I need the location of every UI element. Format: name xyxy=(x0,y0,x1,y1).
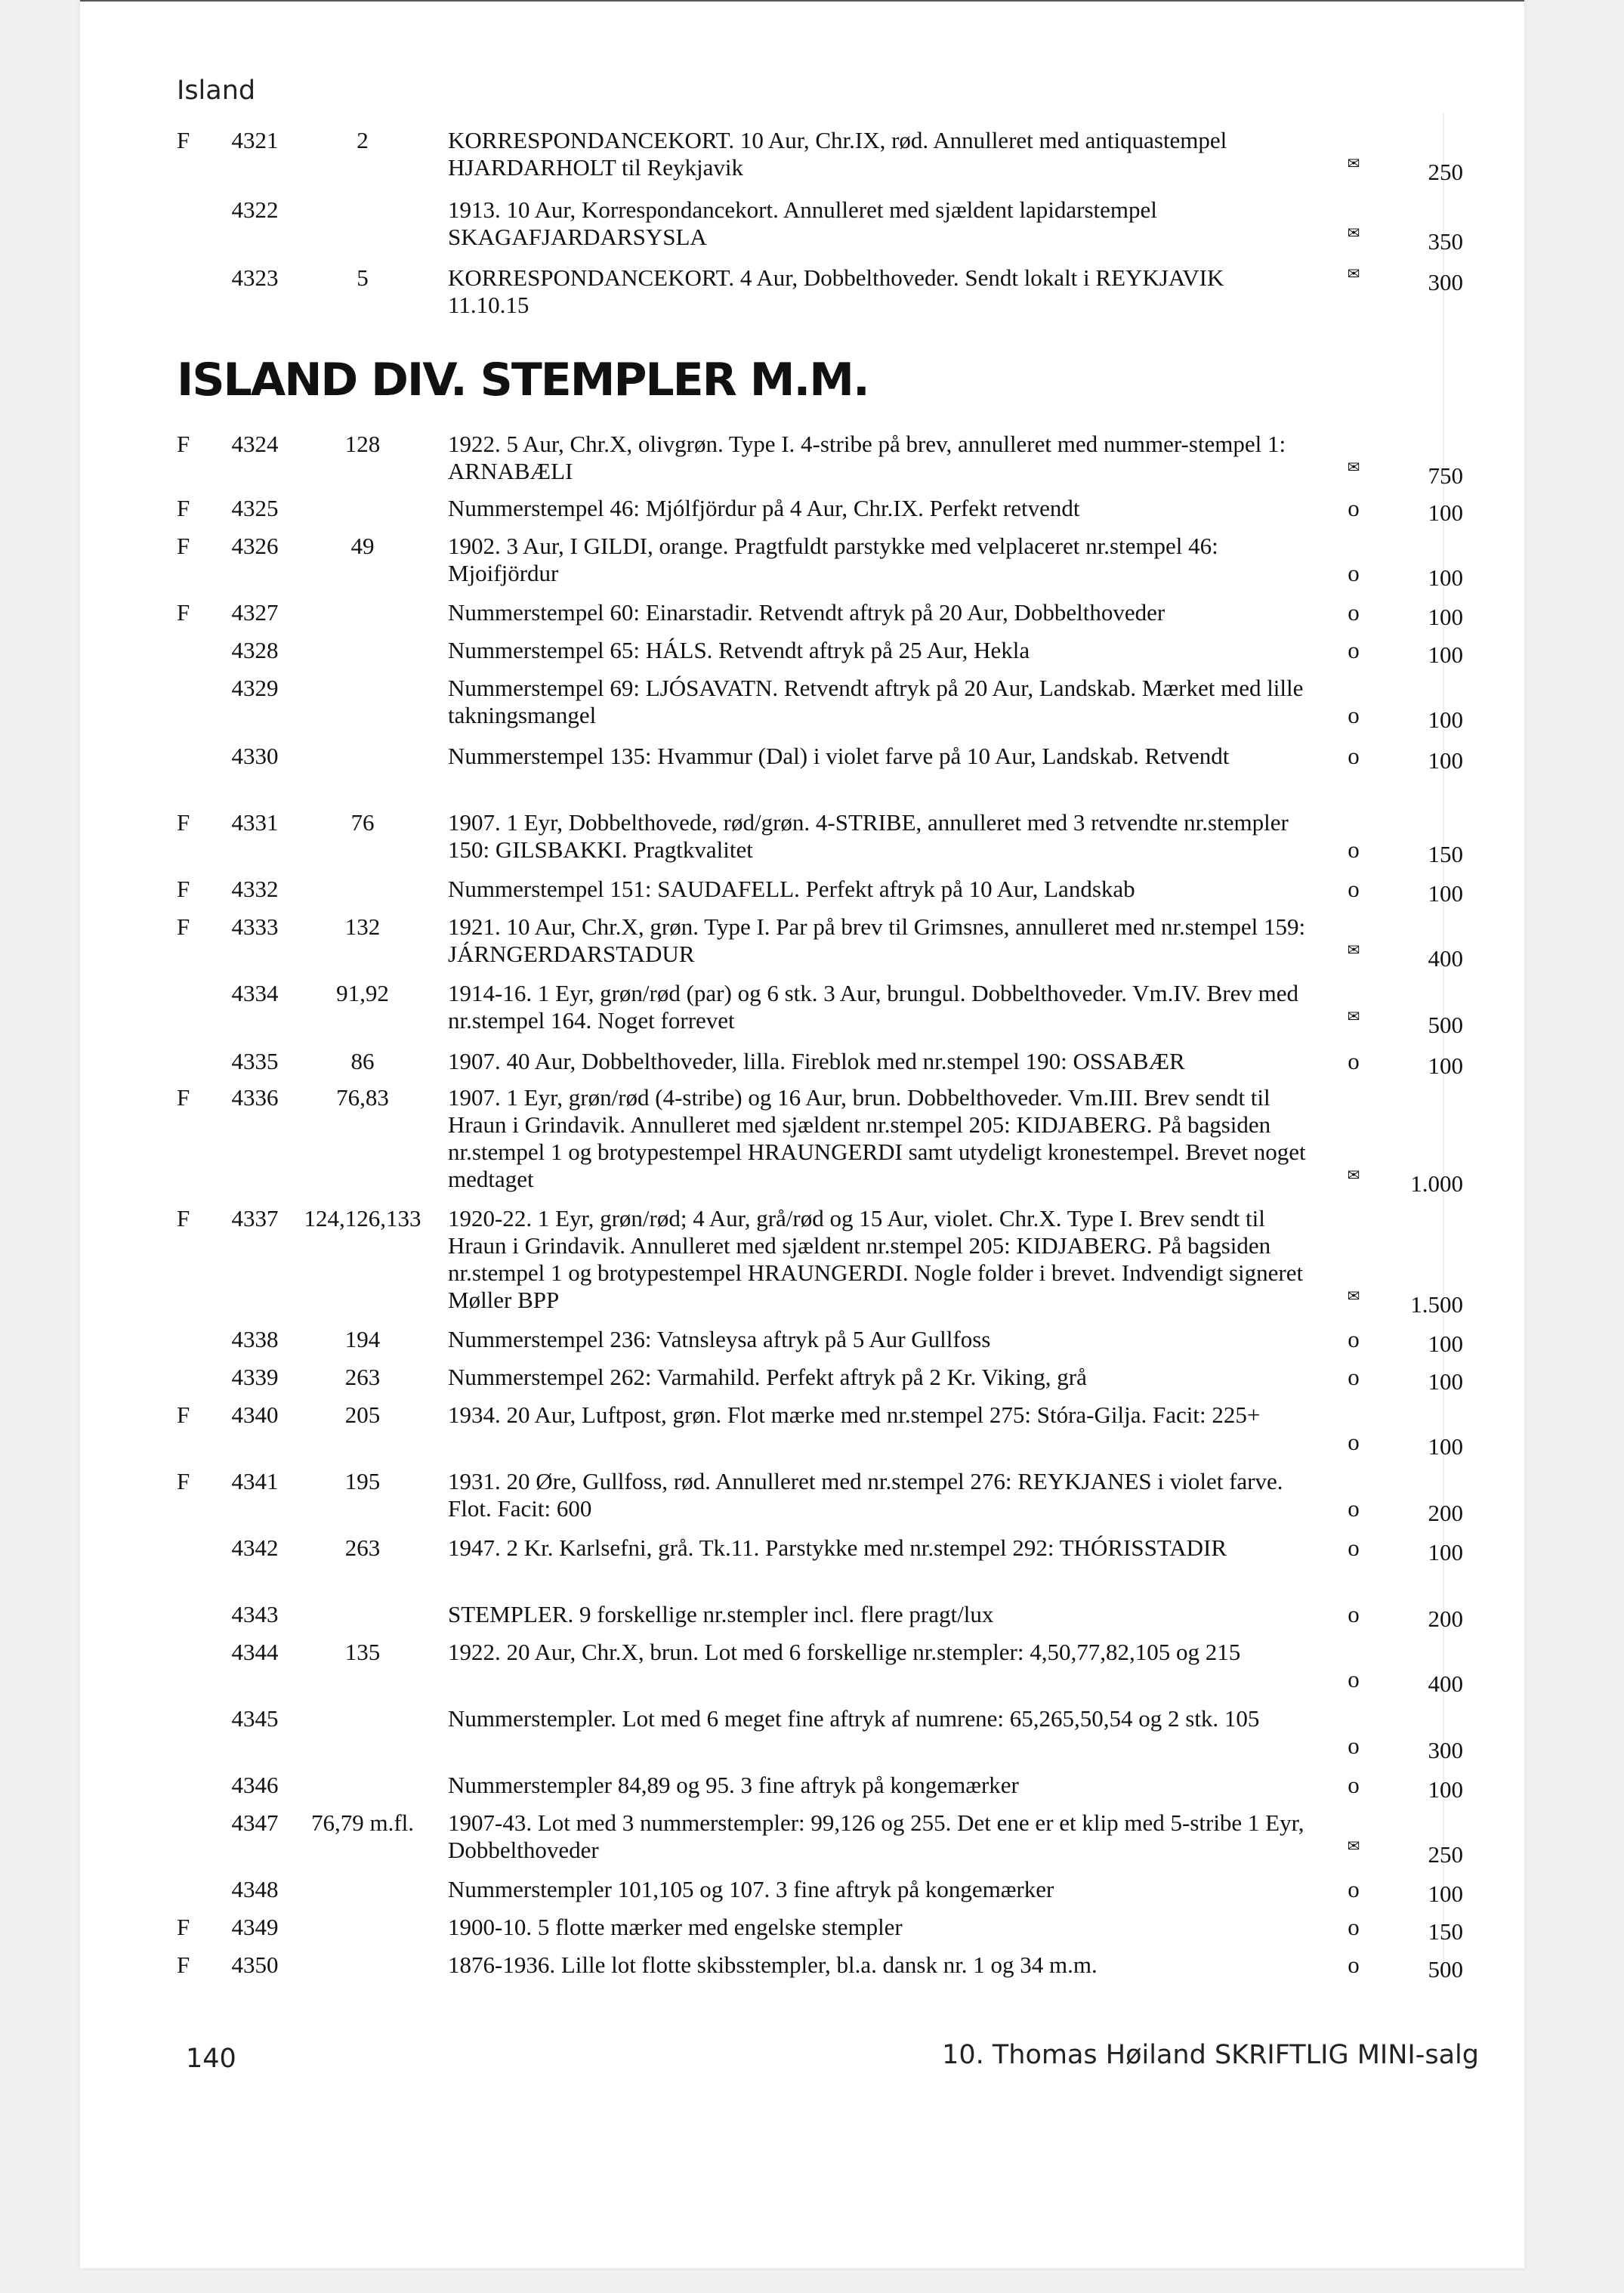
lot-number: 4328 xyxy=(231,637,279,663)
lot-row xyxy=(0,1534,1624,1565)
lot-description: 1914-16. 1 Eyr, grøn/rød (par) og 6 stk. 3 Aur, brungul. Dobbelthoveder. Vm.IV. Brev med nr.stempel 164. Noget forrevet xyxy=(448,980,1298,1034)
lot-price: 100 xyxy=(1428,747,1463,774)
lot-description: KORRESPONDANCEKORT. 10 Aur, Chr.IX, rød. Annulleret med antiquastempel HJARDARHOLT til Reykjavik xyxy=(448,127,1227,181)
lot-description: 1907-43. Lot med 3 nummerstempler: 99,126 og 255. Det ene er et klip med 5-stribe 1 Eyr, Dobbelthoveder xyxy=(448,1809,1304,1863)
lot-description: Nummerstempler. Lot med 6 meget fine aftryk af numrene: 65,265,50,54 og 2 stk. 105 xyxy=(448,1705,1260,1732)
lot-price: 100 xyxy=(1428,1052,1463,1079)
lot-description: Nummerstempel 46: Mjólfjördur på 4 Aur, Chr.IX. Perfekt retvendt xyxy=(448,495,1080,521)
lot-description: 1920-22. 1 Eyr, grøn/rød; 4 Aur, grå/rød og 15 Aur, violet. Chr.X. Type I. Brev sendt til Hraun i Grindavik. Annulleret med sjældent nr.stempel 205: KIDJABERG. På bagsiden nr.stempel 1 og brotypestempel HRAUNGERDI. Nogle folder i brevet. Indvendigt signeret Møller BPP xyxy=(448,1205,1304,1313)
lot-condition: o xyxy=(1348,1914,1360,1940)
lot-condition: o xyxy=(1348,495,1360,521)
lot-price: 1.000 xyxy=(1410,1170,1463,1197)
lot-flag: F xyxy=(177,1952,190,1978)
lot-description: 1902. 3 Aur, I GILDI, orange. Pragtfuldt parstykke med velplaceret nr.stempel 46: Mjoifjördur xyxy=(448,533,1218,586)
lot-reference: 76,83 xyxy=(336,1084,389,1111)
lot-number: 4322 xyxy=(231,196,279,223)
lot-number: 4338 xyxy=(231,1326,279,1352)
lot-price: 100 xyxy=(1428,706,1463,733)
lot-number: 4333 xyxy=(231,913,279,940)
lot-description: 1931. 20 Øre, Gullfoss, rød. Annulleret med nr.stempel 276: REYKJANES i violet farve. Flot. Facit: 600 xyxy=(448,1468,1283,1522)
lot-price: 300 xyxy=(1428,269,1463,295)
lot-price: 250 xyxy=(1428,1841,1463,1868)
lot-price: 250 xyxy=(1428,159,1463,185)
lot-condition: o xyxy=(1348,1364,1360,1390)
lot-price: 400 xyxy=(1428,945,1463,972)
lot-price: 400 xyxy=(1428,1670,1463,1697)
lot-description: Nummerstempel 151: SAUDAFELL. Perfekt aftryk på 10 Aur, Landskab xyxy=(448,876,1135,902)
lot-condition: o xyxy=(1348,876,1360,902)
lot-price: 200 xyxy=(1428,1605,1463,1632)
lot-reference: 76,79 m.fl. xyxy=(310,1809,415,1836)
lot-flag: F xyxy=(177,431,190,457)
lot-price: 350 xyxy=(1428,228,1463,255)
lot-price: 100 xyxy=(1428,1776,1463,1803)
lot-description: Nummerstempel 60: Einarstadir. Retvendt aftryk på 20 Aur, Dobbelthoveder xyxy=(448,599,1166,626)
lot-condition: ✉ xyxy=(1347,154,1360,172)
lot-price: 100 xyxy=(1428,1880,1463,1907)
lot-number: 4327 xyxy=(231,599,279,626)
lot-price: 150 xyxy=(1428,1918,1463,1945)
lot-number: 4341 xyxy=(231,1468,279,1494)
lot-description: Nummerstempel 69: LJÓSAVATN. Retvendt aftryk på 20 Aur, Landskab. Mærket med lille takningsmangel xyxy=(448,675,1304,728)
lot-reference: 195 xyxy=(344,1468,381,1494)
lot-number: 4345 xyxy=(231,1705,279,1732)
lot-description: 1921. 10 Aur, Chr.X, grøn. Type I. Par på brev til Grimsnes, annulleret med nr.stempel 159: JÁRNGERDARSTADUR xyxy=(448,913,1306,967)
lot-flag: F xyxy=(177,1084,190,1111)
lot-condition: o xyxy=(1348,1666,1360,1692)
lot-reference: 263 xyxy=(344,1534,381,1561)
lot-row xyxy=(0,1914,1624,1945)
lot-condition: o xyxy=(1348,1876,1360,1902)
lot-flag: F xyxy=(177,127,190,153)
lot-flag: F xyxy=(177,1205,190,1231)
lot-price: 100 xyxy=(1428,604,1463,630)
lot-reference: 2 xyxy=(357,127,369,153)
lot-condition: o xyxy=(1348,1732,1360,1759)
lot-price: 1.500 xyxy=(1410,1291,1463,1318)
lot-number: 4340 xyxy=(231,1401,279,1428)
lot-row xyxy=(0,1876,1624,1907)
lot-description: 1913. 10 Aur, Korrespondancekort. Annulleret med sjældent lapidarstempel SKAGAFJARDARSYSLA xyxy=(448,196,1157,250)
lot-row xyxy=(0,495,1624,526)
lot-reference: 76 xyxy=(350,809,375,836)
lot-price: 200 xyxy=(1428,1500,1463,1526)
lot-flag: F xyxy=(177,495,190,521)
lot-price: 100 xyxy=(1428,1433,1463,1460)
lot-row xyxy=(0,1084,1624,1197)
lot-description: Nummerstempler 101,105 og 107. 3 fine aftryk på kongemærker xyxy=(448,1876,1054,1902)
lot-description: Nummerstempel 236: Vatnsleysa aftryk på 5 Aur Gullfoss xyxy=(448,1326,991,1352)
lot-condition: o xyxy=(1348,1952,1360,1978)
lot-row xyxy=(0,1401,1624,1460)
lot-description: 1907. 1 Eyr, grøn/rød (4-stribe) og 16 Aur, brun. Dobbelthoveder. Vm.III. Brev sendt til Hraun i Grindavik. Annulleret med sjældent nr.stempel 205: KIDJABERG. På bagsiden nr.stempel 1 og brotypestempel HRAUNGERDI samt utydeligt kronestempel. Brevet noget medtaget xyxy=(448,1084,1306,1192)
lot-condition: ✉ xyxy=(1347,224,1360,242)
section-heading: ISLAND DIV. STEMPLER M.M. xyxy=(177,354,869,406)
lot-number: 4329 xyxy=(231,675,279,701)
lot-row xyxy=(0,876,1624,907)
lot-price: 300 xyxy=(1428,1737,1463,1763)
lot-flag: F xyxy=(177,1914,190,1940)
lot-condition: ✉ xyxy=(1347,1837,1360,1855)
lot-price: 100 xyxy=(1428,1368,1463,1395)
lot-description: STEMPLER. 9 forskellige nr.stempler incl. flere pragt/lux xyxy=(448,1601,994,1627)
lot-row xyxy=(0,431,1624,489)
lot-flag: F xyxy=(177,809,190,836)
lot-row xyxy=(0,1639,1624,1697)
lot-description: 1907. 1 Eyr, Dobbelthovede, rød/grøn. 4-STRIBE, annulleret med 3 retvendte nr.stempler 150: GILSBAKKI. Pragtkvalitet xyxy=(448,809,1289,863)
lot-reference: 194 xyxy=(344,1326,381,1352)
lot-number: 4349 xyxy=(231,1914,279,1940)
lot-flag: F xyxy=(177,599,190,626)
lot-reference: 124,126,133 xyxy=(304,1205,421,1231)
lot-price: 750 xyxy=(1428,462,1463,489)
lot-condition: ✉ xyxy=(1347,1287,1360,1305)
lot-price: 100 xyxy=(1428,880,1463,907)
lot-number: 4348 xyxy=(231,1876,279,1902)
lot-flag: F xyxy=(177,1401,190,1428)
lot-price: 100 xyxy=(1428,641,1463,668)
lot-reference: 86 xyxy=(350,1048,375,1074)
lot-row xyxy=(0,264,1624,318)
lot-description: Nummerstempel 135: Hvammur (Dal) i violet farve på 10 Aur, Landskab. Retvendt xyxy=(448,743,1230,769)
lot-description: 1934. 20 Aur, Luftpost, grøn. Flot mærke med nr.stempel 275: Stóra-Gilja. Facit: 225+ xyxy=(448,1401,1261,1428)
lot-row xyxy=(0,1364,1624,1395)
lot-number: 4324 xyxy=(231,431,279,457)
lot-number: 4343 xyxy=(231,1601,279,1627)
lot-condition: o xyxy=(1348,1048,1360,1074)
lot-number: 4323 xyxy=(231,264,279,291)
lot-condition: o xyxy=(1348,1772,1360,1798)
lot-row xyxy=(0,1772,1624,1803)
lot-reference: 205 xyxy=(344,1401,381,1428)
lot-condition: o xyxy=(1348,1601,1360,1627)
lot-number: 4334 xyxy=(231,980,279,1006)
catalogue-title: 10. Thomas Høiland SKRIFTLIG MINI-salg xyxy=(942,2040,1479,2070)
lot-row xyxy=(0,1952,1624,1982)
lot-number: 4342 xyxy=(231,1534,279,1561)
lot-number: 4321 xyxy=(231,127,279,153)
lot-reference: 128 xyxy=(344,431,381,457)
lot-row xyxy=(0,980,1624,1038)
lot-price: 100 xyxy=(1428,1539,1463,1565)
lot-row xyxy=(0,196,1624,255)
lot-description: 1947. 2 Kr. Karlsefni, grå. Tk.11. Parstykke med nr.stempel 292: THÓRISSTADIR xyxy=(448,1534,1227,1561)
lot-condition: ✉ xyxy=(1347,264,1360,283)
lot-condition: o xyxy=(1348,1495,1360,1522)
lot-price: 100 xyxy=(1428,564,1463,591)
lot-number: 4337 xyxy=(231,1205,279,1231)
lot-description: 1907. 40 Aur, Dobbelthoveder, lilla. Fireblok med nr.stempel 190: OSSABÆR xyxy=(448,1048,1185,1074)
lot-row xyxy=(0,1468,1624,1526)
lot-flag: F xyxy=(177,1468,190,1494)
lot-row xyxy=(0,913,1624,972)
lot-condition: o xyxy=(1348,560,1360,586)
lot-row xyxy=(0,1601,1624,1632)
running-head: Island xyxy=(177,76,256,106)
lot-number: 4326 xyxy=(231,533,279,559)
lot-number: 4325 xyxy=(231,495,279,521)
lot-number: 4335 xyxy=(231,1048,279,1074)
lot-price: 150 xyxy=(1428,841,1463,867)
lot-row xyxy=(0,1326,1624,1357)
lot-row xyxy=(0,675,1624,733)
lot-row xyxy=(0,1048,1624,1079)
lot-price: 100 xyxy=(1428,1330,1463,1357)
lot-condition: o xyxy=(1348,1534,1360,1561)
lot-condition: o xyxy=(1348,743,1360,769)
lot-description: Nummerstempel 262: Varmahild. Perfekt aftryk på 2 Kr. Viking, grå xyxy=(448,1364,1087,1390)
lot-row xyxy=(0,533,1624,591)
lot-flag: F xyxy=(177,913,190,940)
lot-number: 4339 xyxy=(231,1364,279,1390)
lot-condition: ✉ xyxy=(1347,1007,1360,1025)
lot-number: 4336 xyxy=(231,1084,279,1111)
lot-number: 4332 xyxy=(231,876,279,902)
lot-condition: o xyxy=(1348,702,1360,728)
lot-condition: o xyxy=(1348,637,1360,663)
lot-number: 4330 xyxy=(231,743,279,769)
lot-price: 500 xyxy=(1428,1012,1463,1038)
lot-reference: 263 xyxy=(344,1364,381,1390)
lot-reference: 5 xyxy=(357,264,369,291)
lot-condition: o xyxy=(1348,1429,1360,1455)
lot-number: 4350 xyxy=(231,1952,279,1978)
lot-number: 4346 xyxy=(231,1772,279,1798)
lot-condition: ✉ xyxy=(1347,941,1360,959)
lot-number: 4347 xyxy=(231,1809,279,1836)
lot-number: 4331 xyxy=(231,809,279,836)
lot-number: 4344 xyxy=(231,1639,279,1665)
lot-row xyxy=(0,1809,1624,1868)
lot-flag: F xyxy=(177,876,190,902)
lot-price: 100 xyxy=(1428,499,1463,526)
lot-row xyxy=(0,743,1624,774)
lot-condition: ✉ xyxy=(1347,458,1360,476)
lot-row xyxy=(0,1705,1624,1763)
lot-description: 1922. 5 Aur, Chr.X, olivgrøn. Type I. 4-stribe på brev, annulleret med nummer-stempel 1: ARNABÆLI xyxy=(448,431,1286,484)
lot-flag: F xyxy=(177,533,190,559)
lot-row xyxy=(0,127,1624,185)
lot-description: Nummerstempel 65: HÁLS. Retvendt aftryk på 25 Aur, Hekla xyxy=(448,637,1030,663)
lot-condition: o xyxy=(1348,599,1360,626)
lot-reference: 135 xyxy=(344,1639,381,1665)
lot-description: Nummerstempler 84,89 og 95. 3 fine aftryk på kongemærker xyxy=(448,1772,1019,1798)
lot-description: KORRESPONDANCEKORT. 4 Aur, Dobbelthoveder. Sendt lokalt i REYKJAVIK 11.10.15 xyxy=(448,264,1224,318)
lot-condition: o xyxy=(1348,1326,1360,1352)
lot-row xyxy=(0,637,1624,668)
page-number: 140 xyxy=(186,2044,236,2074)
lot-reference: 91,92 xyxy=(336,980,389,1006)
lot-row xyxy=(0,1205,1624,1318)
lot-row xyxy=(0,599,1624,630)
lot-reference: 49 xyxy=(350,533,375,559)
lot-reference: 132 xyxy=(344,913,381,940)
lot-description: 1922. 20 Aur, Chr.X, brun. Lot med 6 forskellige nr.stempler: 4,50,77,82,105 og 215 xyxy=(448,1639,1241,1665)
lot-condition: o xyxy=(1348,836,1360,863)
lot-condition: ✉ xyxy=(1347,1166,1360,1184)
lot-description: 1876-1936. Lille lot flotte skibsstempler, bl.a. dansk nr. 1 og 34 m.m. xyxy=(448,1952,1098,1978)
lot-description: 1900-10. 5 flotte mærker med engelske stempler xyxy=(448,1914,903,1940)
lot-price: 500 xyxy=(1428,1956,1463,1982)
lot-row xyxy=(0,809,1624,867)
